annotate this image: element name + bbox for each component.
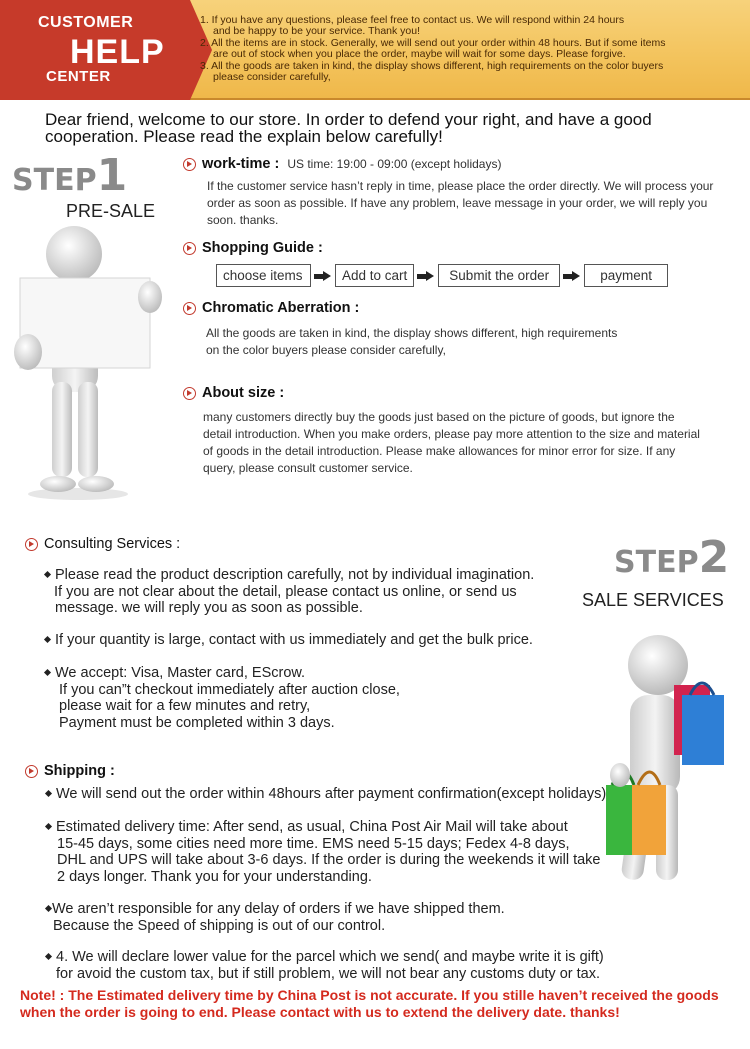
arrow-circle-icon [25, 765, 38, 778]
shipping-item [56, 819, 601, 885]
step2-label: SALE SERVICES [582, 590, 724, 610]
chromatic-line: All the goods are taken in kind, the display shows different, high requirements [206, 326, 618, 340]
step2-number: 2 [698, 532, 730, 583]
chromatic-text [206, 325, 686, 359]
consulting-item [55, 665, 400, 731]
bullet-icon [45, 823, 52, 830]
consulting-line: If you are not clear about the detail, please contact us online, or send us [54, 583, 517, 600]
step2-heading [614, 532, 729, 583]
bullet-icon [45, 790, 52, 797]
step1-number: 1 [96, 150, 128, 201]
note-line: please consider carefully, [213, 71, 331, 84]
person-with-shopping-bags-illustration [592, 625, 744, 895]
badge-center: CENTER [46, 68, 111, 85]
shipping-line: 4. We will declare lower value for the parcel which we send( and maybe write it is gift) [56, 949, 604, 965]
note-line: and be happy to be your service. Thank you! [213, 25, 421, 38]
shipping-line: We aren’t responsible for any delay of orders if we have shipped them. [52, 901, 505, 917]
worktime-hours: US time: 19:00 - 09:00 (except holidays) [287, 157, 502, 171]
bullet-icon [45, 905, 52, 912]
arrow-circle-icon [183, 302, 196, 315]
delivery-note: Note! : The Estimated delivery time by China Post is not accurate. If you stille haven’t received the goods when the order is going to end. Please contact with us to extend the delivery date. thanks! [20, 987, 719, 1020]
worktime-text: If the customer service hasn’t reply in time, please place the order directly. We will process your order as soon as possible. If have any problem, leave message in your order, we will reply you soon. thanks. [207, 179, 714, 227]
shipping-line: Estimated delivery time: After send, as usual, China Post Air Mail will take about [56, 819, 568, 835]
consulting-line: please wait for a few minutes and retry, [59, 698, 311, 715]
size-title: About size : [202, 385, 285, 401]
arrow-circle-icon [183, 242, 196, 255]
chromatic-section-title [183, 300, 359, 316]
shipping-item [52, 901, 505, 934]
shopping-section-title [183, 240, 323, 256]
note-line: 1. If you have any questions, please feel free to contact us. We will respond within 24 hours [200, 14, 625, 26]
bullet-icon [44, 669, 51, 676]
consulting-line: If you can”t checkout immediately after auction close, [59, 681, 400, 698]
step1-word: STEP [12, 163, 97, 198]
chromatic-line: on the color buyers please consider carefully, [206, 343, 446, 357]
bullet-icon [44, 571, 51, 578]
badge-help: HELP [70, 33, 165, 71]
help-center-banner [0, 0, 750, 100]
flow-step-payment: payment [584, 264, 668, 287]
shipping-line: DHL and UPS will take about 3-6 days. If the order is during the weekends it will take [57, 852, 601, 869]
badge-customer: CUSTOMER [38, 14, 134, 31]
shipping-item [56, 949, 604, 982]
flow-step-cart: Add to cart [335, 264, 414, 287]
consulting-line: Please read the product description carefully, not by individual imagination. [55, 567, 535, 583]
help-center-badge [0, 0, 190, 100]
arrow-right-icon [563, 271, 581, 281]
shipping-title: Shipping : [44, 763, 115, 779]
note-line: are out of stock when you place the order, maybe will wait for some days. Please forgive. [213, 48, 626, 61]
arrow-circle-icon [25, 538, 38, 551]
shipping-line: Because the Speed of shipping is out of our control. [53, 917, 386, 934]
note-line: 2. All the items are in stock. Generally, we will send out your order within 48 hours. But if some items [200, 36, 666, 49]
consulting-line: message. we will reply you as soon as possible. [55, 600, 363, 617]
flow-step-submit: Submit the order [438, 264, 560, 287]
worktime-title: work-time : [202, 156, 280, 172]
flow-step-choose: choose items [216, 264, 311, 287]
shopping-title: Shopping Guide : [202, 240, 323, 256]
consulting-line: We accept: Visa, Master card, EScrow. [55, 665, 306, 681]
step2-word: STEP [614, 545, 699, 580]
shipping-line: for avoid the custom tax, but if still problem, we will not bear any customs duty or tax. [56, 965, 600, 982]
consulting-line: If your quantity is large, contact with us immediately and get the bulk price. [55, 632, 533, 648]
bullet-icon [44, 636, 51, 643]
intro-text: Dear friend, welcome to our store. In order to defend your right, and have a good cooperation. Please read the explain below carefully! [45, 110, 652, 146]
size-text: many customers directly buy the goods just based on the picture of goods, but ignore the detail introduction. When you make orders, please pay more attention to the size and material of goods in the detail introduction. Please make allowances for minor error for size. If any query, please consult customer service. [203, 410, 700, 475]
shopping-flow [216, 264, 668, 287]
consulting-line: Payment must be completed within 3 days. [59, 714, 335, 731]
shipping-line: We will send out the order within 48hours after payment confirmation(except holidays) [56, 786, 607, 802]
step1-heading [12, 150, 127, 201]
banner-notes [200, 15, 700, 83]
note-line: 3. All the goods are taken in kind, the display shows different, high requirements on the color buyers [200, 59, 664, 72]
arrow-circle-icon [183, 158, 196, 171]
consulting-title: Consulting Services : [44, 536, 181, 552]
bullet-icon [45, 953, 52, 960]
arrow-right-icon [417, 271, 435, 281]
person-holding-sign-illustration [8, 222, 168, 502]
arrow-right-icon [314, 271, 332, 281]
worktime-section-title [183, 156, 501, 172]
shipping-item [56, 786, 606, 803]
chromatic-title: Chromatic Aberration : [202, 300, 360, 316]
shipping-line: 2 days longer. Thank you for your understanding. [57, 868, 372, 885]
shipping-section-title [25, 763, 115, 779]
size-section-title [183, 385, 284, 401]
consulting-item [55, 567, 534, 617]
step1-label: PRE-SALE [66, 201, 156, 221]
consulting-section-title [25, 536, 180, 552]
consulting-item [55, 632, 533, 649]
arrow-circle-icon [183, 387, 196, 400]
shipping-line: 15-45 days, some cities need more time. EMS need 5-15 days; Fedex 4-8 days, [57, 835, 570, 852]
